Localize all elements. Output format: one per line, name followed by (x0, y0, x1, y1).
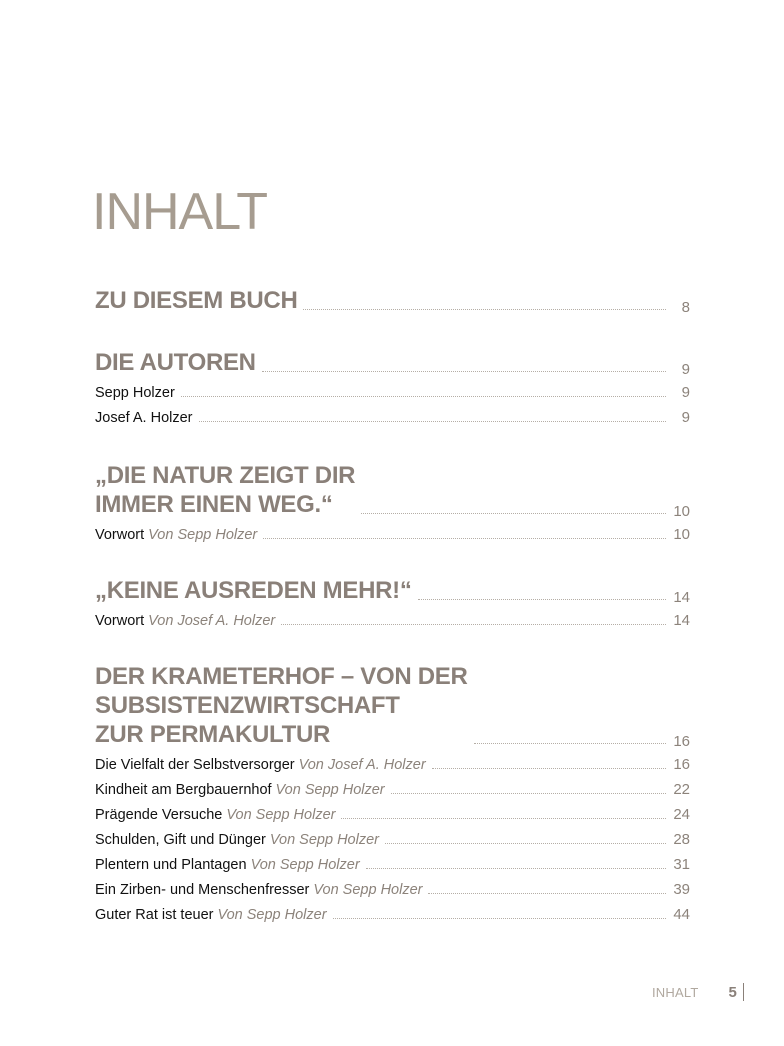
entry-author: Von Sepp Holzer (275, 782, 385, 798)
toc-heading-row[interactable] (95, 461, 690, 519)
dot-leader (474, 742, 666, 744)
page-number: 24 (673, 806, 690, 823)
entry-author: Von Josef A. Holzer (148, 613, 276, 629)
toc-section (95, 576, 690, 630)
dot-leader (428, 892, 666, 894)
entry-title: Vorwort (95, 613, 145, 629)
toc-heading-row[interactable] (95, 662, 690, 749)
entry-author: Von Sepp Holzer (148, 527, 258, 543)
dot-leader (385, 842, 666, 844)
page-number: 9 (681, 384, 690, 401)
page-number: 14 (673, 589, 690, 606)
toc-entry[interactable] (95, 774, 690, 799)
dot-leader (263, 537, 666, 539)
toc-heading: „KEINE AUSREDEN MEHR!“ (95, 577, 412, 604)
dot-leader (432, 767, 666, 769)
toc-heading-row[interactable] (95, 348, 690, 377)
page-number: 8 (681, 299, 690, 316)
entry-author: Von Sepp Holzer (250, 857, 360, 873)
toc-heading-row[interactable] (95, 286, 690, 315)
entry-title: Josef A. Holzer (95, 410, 193, 426)
toc-entry[interactable] (95, 899, 690, 924)
entry-title: Guter Rat ist teuer (95, 907, 214, 923)
toc-heading-row[interactable] (95, 576, 690, 605)
toc-entry[interactable] (95, 377, 690, 402)
page-number: 44 (673, 906, 690, 923)
entry-title: Ein Zirben- und Menschenfresser (95, 882, 310, 898)
dot-leader (262, 370, 666, 372)
toc-heading: ZU DIESEM BUCH (95, 287, 298, 314)
page-number: 31 (673, 856, 690, 873)
toc-entry[interactable] (95, 402, 690, 427)
dot-leader (199, 420, 666, 422)
dot-leader (181, 395, 666, 397)
page-number: 28 (673, 831, 690, 848)
toc-section (95, 461, 690, 544)
page-number: 22 (673, 781, 690, 798)
entry-title: Plentern und Plantagen (95, 857, 247, 873)
entry-author: Von Josef A. Holzer (298, 757, 426, 773)
entry-author: Von Sepp Holzer (226, 807, 336, 823)
page-number: 16 (673, 733, 690, 750)
toc-heading-line: ZUR PERMAKULTUR (95, 721, 331, 748)
dot-leader (303, 308, 666, 310)
dot-leader (366, 867, 666, 869)
footer-divider (743, 983, 744, 1001)
dot-leader (361, 512, 666, 514)
toc-entry[interactable] (95, 605, 690, 630)
toc-entry[interactable] (95, 749, 690, 774)
page-number: 10 (673, 526, 690, 543)
page-number: 39 (673, 881, 690, 898)
footer-page-number: 5 (728, 983, 737, 1001)
page-number: 9 (681, 409, 690, 426)
toc-heading-line: „DIE NATUR ZEIGT DIR (95, 462, 356, 489)
dot-leader (341, 817, 666, 819)
page-number: 9 (681, 361, 690, 378)
page-title: INHALT (92, 183, 268, 241)
page-number: 14 (673, 612, 690, 629)
entry-author: Von Sepp Holzer (313, 882, 423, 898)
page-number: 16 (673, 756, 690, 773)
entry-title: Die Vielfalt der Selbstversorger (95, 757, 295, 773)
toc-section (95, 286, 690, 315)
entry-title: Vorwort (95, 527, 145, 543)
toc-heading-line: DER KRAMETERHOF – VON DER (95, 663, 468, 690)
entry-title: Sepp Holzer (95, 385, 175, 401)
toc-entry[interactable] (95, 799, 690, 824)
entry-title: Prägende Versuche (95, 807, 223, 823)
dot-leader (418, 598, 666, 600)
toc-entry[interactable] (95, 849, 690, 874)
footer-section-label: INHALT (652, 984, 699, 1000)
dot-leader (333, 917, 666, 919)
toc-entry[interactable] (95, 824, 690, 849)
page-footer (652, 983, 744, 1001)
toc-section (95, 662, 690, 924)
toc-heading: DIE AUTOREN (95, 349, 256, 376)
toc-heading-line: IMMER EINEN WEG.“ (95, 491, 333, 518)
dot-leader (391, 792, 666, 794)
entry-author: Von Sepp Holzer (269, 832, 379, 848)
dot-leader (281, 623, 666, 625)
toc-entry[interactable] (95, 519, 690, 544)
page-number: 10 (673, 503, 690, 520)
toc-section (95, 348, 690, 427)
toc-entry[interactable] (95, 874, 690, 899)
entry-author: Von Sepp Holzer (217, 907, 327, 923)
entry-title: Schulden, Gift und Dünger (95, 832, 266, 848)
toc-heading-line: SUBSISTENZWIRTSCHAFT (95, 692, 400, 719)
entry-title: Kindheit am Bergbauernhof (95, 782, 272, 798)
